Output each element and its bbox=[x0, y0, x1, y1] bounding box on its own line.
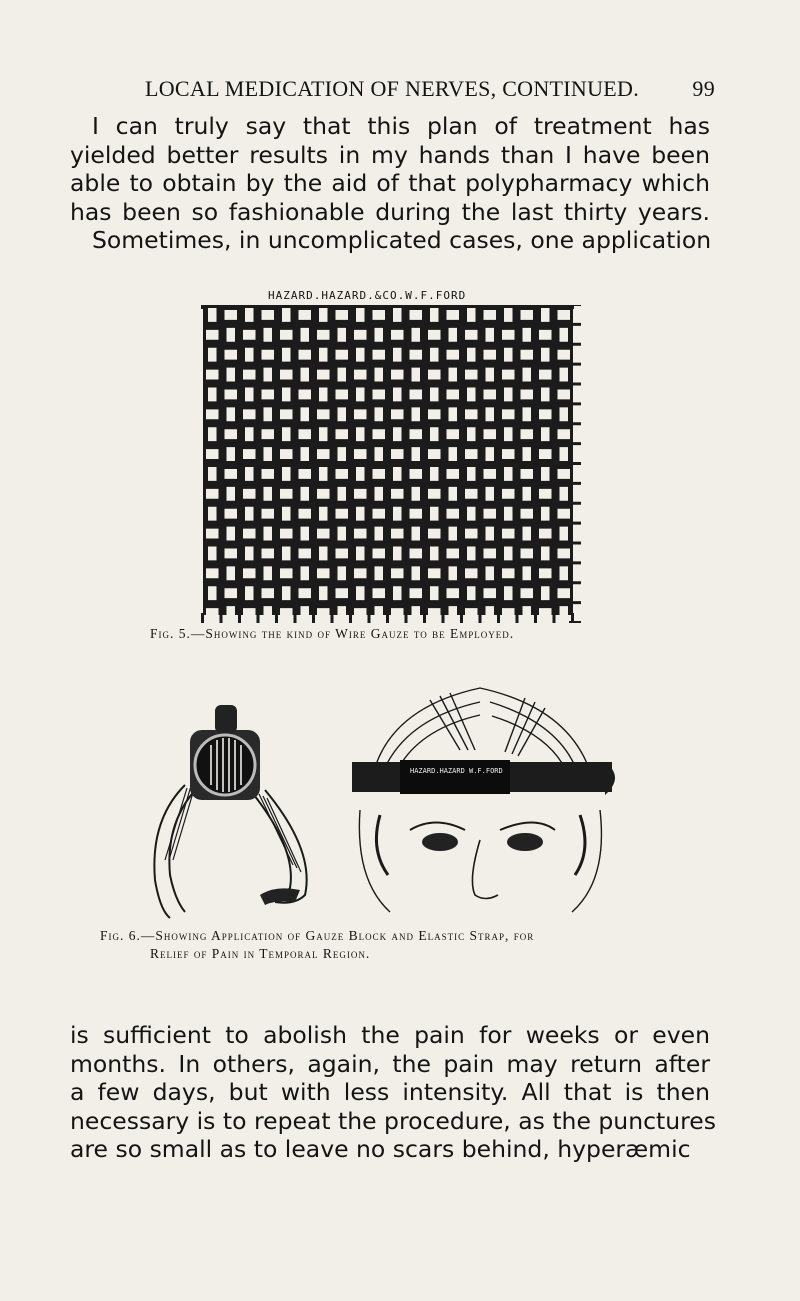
text-line: a few days, but with less intensity. All that is then bbox=[70, 1078, 710, 1106]
figure-6-caption-line-2: Relief of Pain in Temporal Region. bbox=[150, 946, 371, 961]
running-head-title: LOCAL MEDICATION OF NERVES, CONTINUED. bbox=[145, 76, 640, 101]
paragraph-1 bbox=[70, 112, 710, 255]
figure-6-caption-line-1: Fig. 6.—Showing Application of Gauze Block and Elastic Strap, for bbox=[100, 928, 535, 943]
running-head bbox=[145, 76, 715, 102]
text-line: is sufficient to abolish the pain for weeks or even bbox=[70, 1021, 710, 1049]
text-line: able to obtain by the aid of that polypharmacy which bbox=[70, 169, 710, 197]
figure-6-strap-mark: HAZARD.HAZARD W.F.FORD bbox=[410, 767, 503, 775]
figure-5-maker-mark: HAZARD.HAZARD.&CO.W.F.FORD bbox=[268, 289, 467, 302]
text-line: Sometimes, in uncomplicated cases, one application bbox=[92, 226, 712, 254]
figure-6-head-illustration bbox=[340, 680, 620, 930]
text-line: yielded better results in my hands than I have been bbox=[70, 140, 710, 169]
text-line: necessary is to repeat the procedure, as the punctures bbox=[70, 1106, 716, 1135]
paragraph-2 bbox=[70, 1021, 716, 1164]
figure-6-strap-illustration bbox=[125, 690, 325, 920]
text-line: I can truly say that this plan of treatment has bbox=[92, 112, 710, 140]
text-line: months. In others, again, the pain may return after bbox=[70, 1049, 710, 1078]
page-number: 99 bbox=[692, 76, 715, 101]
text-line: are so small as to leave no scars behind, hyperæmic bbox=[70, 1135, 691, 1163]
text-line: has been so fashionable during the last thirty years. bbox=[70, 197, 710, 226]
figure-5-caption: Fig. 5.—Showing the kind of Wire Gauze to be Employed. bbox=[150, 626, 515, 641]
figure-5-wire-gauze-illustration bbox=[195, 305, 585, 623]
